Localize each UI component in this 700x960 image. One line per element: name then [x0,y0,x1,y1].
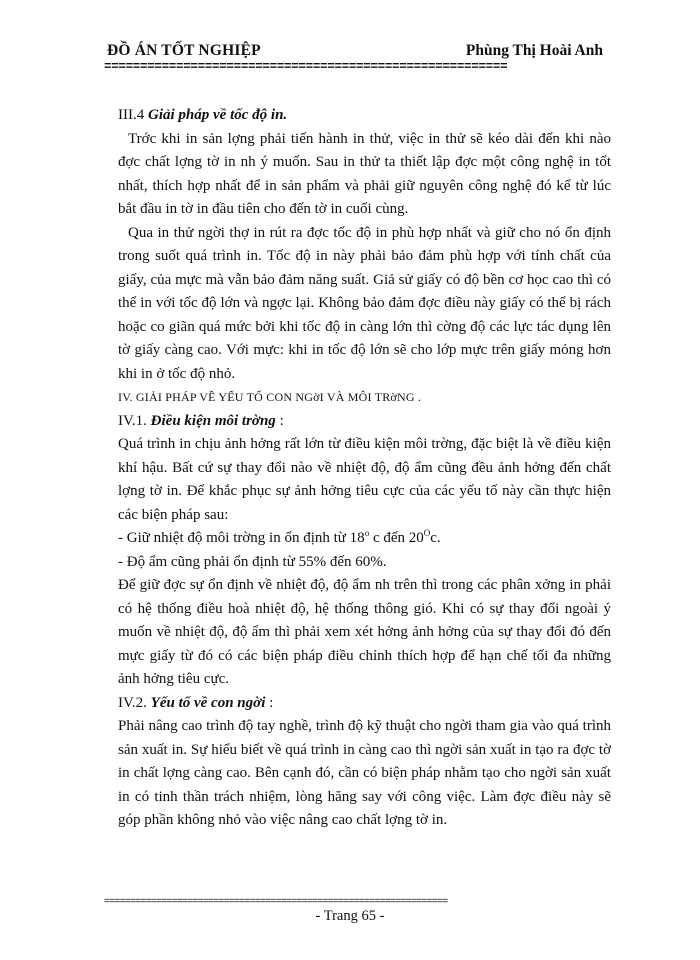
section-number: III.4 [118,107,148,123]
header-rule: ======================================================== [104,60,508,74]
bullet-text: c. [430,530,441,546]
heading-tail: : [265,694,274,711]
section-title: Điều kiện môi trờng [150,412,276,429]
footer-rule: ================================================================== [104,897,448,908]
bullet-text: c đến 20 [369,530,424,546]
paragraph: Để giữ đợc sự ổn định về nhiệt độ, độ ẩm nh trên thì trong các phân xởng in phải có hệ thống điều hoà nhiệt độ, hệ thống thông gió. Khi có sự thay đổi ngoài ý muốn về nhiệt độ, độ ẩm thì phải xem xét hởng ảnh hởng của sự thay đổi đó đến mực giấy từ đó có các biện pháp điều chỉnh thích hợp để hạn chế tối đa những ảnh hởng tiêu cực. [118,577,611,687]
degree-mark: O [423,528,431,538]
document-body [118,104,611,833]
section-heading-3-4 [118,104,611,128]
section-title: Giải pháp về tốc độ in. [148,107,288,123]
heading-tail: : [275,412,284,429]
bullet-item: - Độ ẩm cũng phải ổn định từ 55% đến 60%. [118,553,387,570]
page-number: - Trang 65 - [315,908,385,924]
paragraph: Qua in thử ngời thợ in rút ra đợc tốc độ in phù hợp nhất và giữ cho nó ổn định trong suốt quá trình in. Tốc độ in này phải bảo đảm phù hợp với tính chất của giấy, của mực mà vẫn bảo đảm năng suất. Giả sử giấy có độ bền cơ học cao thì có thể in với tốc độ lớn và ngợc lại. Không bảo đảm đợc điều này giấy có thể bị rách hoặc co giãn quá mức bởi khi tốc độ in càng lớn thì cờng độ các lực tác dụng lên tờ giấy càng cao. Với mực: khi in tốc độ lớn sẽ cho lớp mực trên giấy mỏng hơn khi in ở tốc độ nhỏ. [118,224,611,382]
header-author: Phùng Thị Hoài Anh [465,42,603,59]
section-title: Yếu tố về con ngời [150,694,266,711]
paragraph: Quá trình in chịu ảnh hởng rất lớn từ điều kiện môi trờng, đặc biệt là về điều kiện khí hậu. Bất cứ sự thay đổi nào về nhiệt độ, độ ẩm cũng đều ảnh hởng đến chất lợng tờ in. Để khắc phục sự ảnh hởng tiêu cực của các yếu tố này cần thực hiện các biện pháp sau: [118,436,611,523]
paragraph: Trớc khi in sản lợng phải tiến hành in thử, việc in thử sẽ kéo dài đến khi nào đợc chất lợng tờ in nh ý muốn. Sau in thử ta thiết lập đợc một công nghệ in tốt nhất, thích hợp nhất để in sản phẩm và phải giữ nguyên công nghệ đó kể từ lúc bắt đầu in tờ in đầu tiên cho đến tờ in cuối cùng. [118,130,611,217]
section-number: IV.1. [118,412,151,429]
section-heading-4: IV. GIẢI PHÁP VỀ YẾU TỐ CON NGờI VÀ MÔI TRờNG . [118,390,422,404]
section-heading-4-1 [118,410,611,434]
bullet-item [118,527,611,551]
header-title: ĐỒ ÁN TỐT NGHIỆP [107,42,261,59]
degree-mark: o [364,528,370,538]
paragraph: Phải nâng cao trình độ tay nghề, trình độ kỹ thuật cho ngời tham gia vào quá trình sản xuất in. Sự hiểu biết về quá trình in càng cao thì ngời sản xuất in tạo ra đợc tờ in chất lợng càng cao. Bên cạnh đó, cần có biện pháp nhằm tạo cho ngời sản xuất in có tinh thần trách nhiệm, lòng hăng say với công việc. Làm đợc điều này sẽ góp phần không nhỏ vào việc nâng cao chất lợng tờ in. [118,718,611,828]
section-number: IV.2. [118,694,151,711]
bullet-text: - Giữ nhiệt độ môi trờng in ổn định từ 18 [118,530,365,546]
section-heading-4-2 [118,692,611,716]
